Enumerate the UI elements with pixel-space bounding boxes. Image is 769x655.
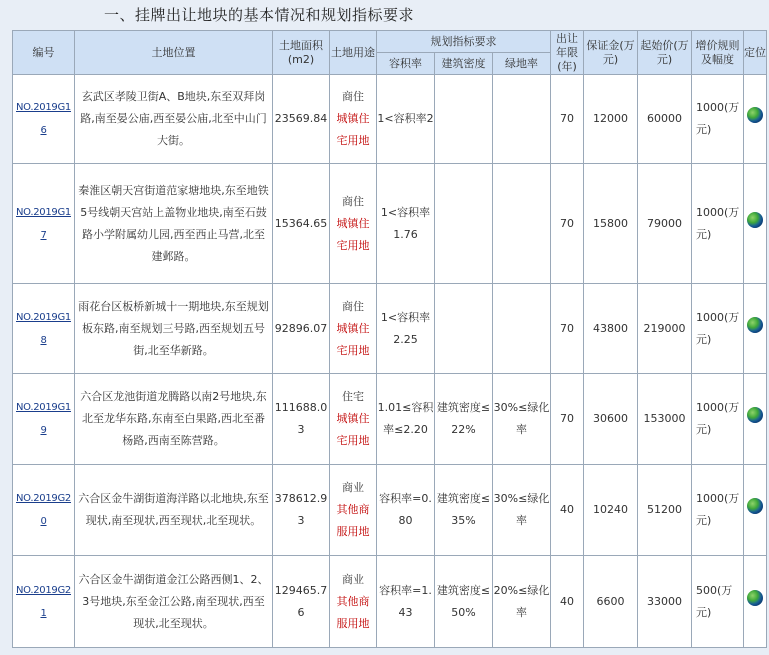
location-cell: 六合区金牛湖街道金江公路西侧1、2、3号地块,东至金江公路,南至现状,西至现状,北至现状。: [75, 556, 273, 648]
area-cell: 378612.93: [273, 465, 330, 556]
use-sub: 城镇住宅用地: [336, 321, 370, 357]
header-start-price: 起始价(万元): [638, 31, 692, 75]
use-main: 商住: [342, 194, 364, 208]
location-cell: 雨花台区板桥新城十一期地块,东至规划板东路,南至规划三号路,西至规划五号街,北至华新路。: [75, 284, 273, 374]
header-deposit: 保证金(万元): [584, 31, 638, 75]
far-cell: 容积率=0.80: [377, 465, 435, 556]
green-cell: 30%≤绿化率: [493, 374, 551, 465]
globe-icon[interactable]: [747, 212, 763, 228]
header-years: 出让年限(年): [551, 31, 584, 75]
header-locate: 定位: [744, 31, 767, 75]
table-row: [13, 75, 767, 164]
location-cell: 玄武区孝陵卫街A、B地块,东至双拜岗路,南至晏公庙,西至晏公庙,北至中山门大街。: [75, 75, 273, 164]
deposit-cell: 6600: [584, 556, 638, 648]
parcel-code-link[interactable]: NO.2019G21: [16, 584, 71, 619]
years-cell: 70: [551, 164, 584, 284]
green-cell: [493, 164, 551, 284]
area-cell: 23569.84: [273, 75, 330, 164]
parcel-code-cell: [13, 556, 75, 648]
green-cell: 20%≤绿化率: [493, 556, 551, 648]
globe-icon[interactable]: [747, 407, 763, 423]
parcel-code-link[interactable]: NO.2019G19: [16, 402, 71, 436]
header-planning: 规划指标要求: [377, 31, 551, 53]
parcel-code-link[interactable]: NO.2019G16: [16, 102, 71, 136]
globe-icon[interactable]: [747, 498, 763, 514]
use-sub: 城镇住宅用地: [336, 216, 370, 252]
increment-cell: 1000(万元): [692, 75, 744, 164]
far-cell: 容积率=1.43: [377, 556, 435, 648]
use-cell: [330, 374, 377, 465]
far-cell: 1.01≤容积率≤2.20: [377, 374, 435, 465]
deposit-cell: 43800: [584, 284, 638, 374]
increment-cell: 1000(万元): [692, 374, 744, 465]
parcel-code-cell: [13, 75, 75, 164]
deposit-cell: 12000: [584, 75, 638, 164]
locate-cell: [744, 75, 767, 164]
locate-cell: [744, 284, 767, 374]
increment-cell: 1000(万元): [692, 465, 744, 556]
deposit-cell: 30600: [584, 374, 638, 465]
years-cell: 40: [551, 556, 584, 648]
globe-icon[interactable]: [747, 317, 763, 333]
far-cell: 1<容积率2.25: [377, 284, 435, 374]
use-cell: [330, 284, 377, 374]
globe-icon[interactable]: [747, 590, 763, 606]
density-cell: 建筑密度≤35%: [435, 465, 493, 556]
table-row: [13, 465, 767, 556]
use-main: 商业: [342, 481, 364, 494]
use-sub: 城镇住宅用地: [336, 112, 370, 147]
parcel-code-cell: [13, 284, 75, 374]
increment-cell: 500(万元): [692, 556, 744, 648]
density-cell: [435, 164, 493, 284]
location-cell: 六合区金牛湖街道海洋路以北地块,东至现状,南至现状,西至现状,北至现状。: [75, 465, 273, 556]
use-main: 住宅: [342, 390, 364, 403]
table-row: [13, 164, 767, 284]
deposit-cell: 15800: [584, 164, 638, 284]
use-main: 商住: [342, 299, 364, 313]
green-cell: 30%≤绿化率: [493, 465, 551, 556]
use-sub: 城镇住宅用地: [336, 412, 370, 447]
header-use: 土地用途: [330, 31, 377, 75]
area-cell: 92896.07: [273, 284, 330, 374]
years-cell: 70: [551, 374, 584, 465]
start-price-cell: 51200: [638, 465, 692, 556]
parcel-code-link[interactable]: NO.2019G20: [16, 493, 71, 527]
parcel-code-cell: [13, 465, 75, 556]
use-main: 商住: [342, 90, 364, 103]
locate-cell: [744, 164, 767, 284]
use-sub: 其他商服用地: [336, 594, 370, 630]
header-far: 容积率: [377, 53, 435, 75]
use-sub: 其他商服用地: [336, 503, 370, 538]
parcel-code-link[interactable]: NO.2019G17: [16, 206, 71, 241]
parcel-code-link[interactable]: NO.2019G18: [16, 311, 71, 346]
increment-cell: 1000(万元): [692, 284, 744, 374]
use-cell: [330, 556, 377, 648]
area-cell: 129465.76: [273, 556, 330, 648]
green-cell: [493, 75, 551, 164]
parcel-code-cell: [13, 374, 75, 465]
density-cell: 建筑密度≤22%: [435, 374, 493, 465]
density-cell: [435, 284, 493, 374]
start-price-cell: 33000: [638, 556, 692, 648]
header-green: 绿地率: [493, 53, 551, 75]
years-cell: 70: [551, 75, 584, 164]
locate-cell: [744, 374, 767, 465]
use-main: 商业: [342, 572, 364, 586]
far-cell: 1<容积率2: [377, 75, 435, 164]
years-cell: 70: [551, 284, 584, 374]
header-increment: 增价规则及幅度: [692, 31, 744, 75]
table-row: [13, 374, 767, 465]
green-cell: [493, 284, 551, 374]
use-cell: [330, 164, 377, 284]
start-price-cell: 153000: [638, 374, 692, 465]
page-title: 一、挂牌出让地块的基本情况和规划指标要求: [104, 6, 415, 24]
header-location: 土地位置: [75, 31, 273, 75]
table-row: [13, 284, 767, 374]
parcel-code-cell: [13, 164, 75, 284]
locate-cell: [744, 556, 767, 648]
location-cell: 六合区龙池街道龙腾路以南2号地块,东北至龙华东路,东南至白果路,西北至番杨路,西南至陈营路。: [75, 374, 273, 465]
start-price-cell: 79000: [638, 164, 692, 284]
years-cell: 40: [551, 465, 584, 556]
density-cell: 建筑密度≤50%: [435, 556, 493, 648]
locate-cell: [744, 465, 767, 556]
start-price-cell: 60000: [638, 75, 692, 164]
area-cell: 111688.03: [273, 374, 330, 465]
header-area: 土地面积(m2): [273, 31, 330, 75]
table-row: [13, 556, 767, 648]
deposit-cell: 10240: [584, 465, 638, 556]
use-cell: [330, 75, 377, 164]
land-parcel-table: [12, 30, 767, 648]
use-cell: [330, 465, 377, 556]
increment-cell: 1000(万元): [692, 164, 744, 284]
location-cell: 秦淮区朝天宫街道范家塘地块,东至地铁5号线朝天宫站上盖物业地块,南至石鼓路小学附属幼儿园,西至西止马营,北至建邺路。: [75, 164, 273, 284]
header-code: 编号: [13, 31, 75, 75]
header-density: 建筑密度: [435, 53, 493, 75]
globe-icon[interactable]: [747, 107, 763, 123]
area-cell: 15364.65: [273, 164, 330, 284]
far-cell: 1<容积率1.76: [377, 164, 435, 284]
start-price-cell: 219000: [638, 284, 692, 374]
density-cell: [435, 75, 493, 164]
